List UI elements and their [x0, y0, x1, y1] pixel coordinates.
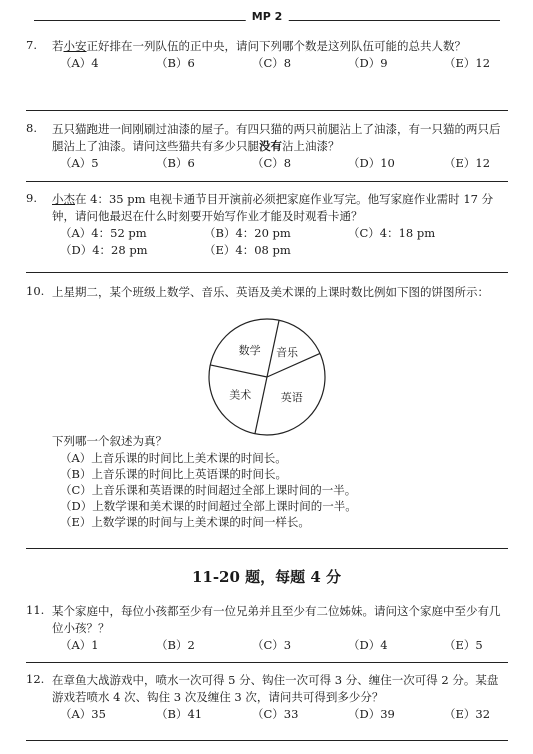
divider — [26, 272, 508, 273]
answer-options — [60, 706, 508, 723]
divider — [26, 740, 508, 741]
option-d[interactable]: （D）39 — [348, 707, 395, 721]
divider — [26, 662, 508, 663]
option-b[interactable]: （B）2 — [156, 638, 195, 652]
answer-options-row-1 — [60, 225, 508, 242]
question-number: 12. — [26, 672, 45, 686]
pie-slices — [209, 319, 325, 435]
question-9 — [26, 191, 508, 259]
divider — [26, 548, 508, 549]
question-number: 10. — [26, 284, 45, 298]
option-b[interactable]: （B）4：20 pm — [204, 226, 291, 240]
option-c[interactable]: （C）3 — [252, 638, 292, 652]
question-number: 9. — [26, 191, 37, 205]
option-e[interactable]: （E）32 — [444, 707, 491, 721]
answer-options — [60, 55, 508, 72]
statement-b[interactable]: （B）上音乐课的时间比上英语课的时间长。 — [60, 467, 287, 481]
question-text — [52, 121, 508, 155]
question-text-part: 正好排在一列队伍的正中央，请问下列哪个数是这列队伍可能的总共人数？ — [86, 39, 466, 53]
option-c[interactable]: （C）8 — [252, 56, 292, 70]
emphasis-text: 没有 — [259, 139, 282, 153]
question-number: 7. — [26, 38, 37, 52]
statement-a[interactable]: （A）上音乐课的时间比上美术课的时间长。 — [60, 451, 287, 465]
question-number: 8. — [26, 121, 37, 135]
option-a[interactable]: （A）5 — [60, 156, 99, 170]
option-d[interactable]: （D）4 — [348, 638, 388, 652]
option-b[interactable]: （B）41 — [156, 707, 203, 721]
option-a[interactable]: （A）35 — [60, 707, 106, 721]
option-b[interactable]: （B）6 — [156, 156, 195, 170]
question-text: 某个家庭中，每位小孩都至少有一位兄弟并且至少有二位姊妹。请问这个家庭中至少有几位小孩？？ — [52, 604, 501, 635]
answer-options — [60, 155, 508, 172]
statement-c[interactable]: （C）上音乐课和英语课的时间超过全部上课时间的一半。 — [60, 483, 357, 497]
option-a[interactable]: （A）4：52 pm — [60, 226, 147, 240]
question-7 — [26, 38, 508, 72]
divider — [26, 181, 508, 182]
page-header — [34, 8, 500, 28]
option-e[interactable]: （E）5 — [444, 638, 483, 652]
pie-label-2: 美术 — [229, 388, 252, 402]
option-c[interactable]: （C）8 — [252, 156, 292, 170]
option-e[interactable]: （E）12 — [444, 56, 491, 70]
page-label: MP 2 — [246, 10, 289, 23]
pie-label-1: 英语 — [280, 391, 303, 405]
pie-label-3: 数学 — [238, 344, 261, 358]
statement-prompt: 下列哪一个叙述为真？ — [52, 434, 167, 448]
statement-e[interactable]: （E）上数学课的时间与上美术课的时间一样长。 — [60, 515, 310, 529]
question-text — [52, 38, 508, 55]
question-12 — [26, 672, 508, 723]
statement-d[interactable]: （D）上数学课和美术课的时间超过全部上课时间的一半。 — [60, 499, 357, 513]
section-title: 11-20 题，每题 4 分 — [191, 568, 342, 586]
option-e[interactable]: （E）12 — [444, 156, 491, 170]
option-c[interactable]: （C）4：18 pm — [348, 226, 436, 240]
option-a[interactable]: （A）4 — [60, 56, 99, 70]
answer-options-row-2 — [60, 242, 508, 259]
option-a[interactable]: （A）1 — [60, 638, 99, 652]
option-d[interactable]: （D）9 — [348, 56, 388, 70]
divider — [26, 110, 508, 111]
option-c[interactable]: （C）33 — [252, 707, 299, 721]
question-text: 在章鱼大战游戏中，喷水一次可得 5 分、钩住一次可得 3 分、缠住一次可得 2 分。某盘游戏若喷水 4 次、钩住 3 次及缠住 3 次，请问共可得到多少分？ — [52, 673, 499, 704]
question-11 — [26, 603, 508, 654]
person-name: 小安 — [63, 39, 87, 53]
question-text: 上星期二，某个班级上数学、音乐、英语及美术课的上课时数比例如下图的饼图所示： — [52, 285, 489, 299]
question-number: 11. — [26, 603, 45, 617]
option-d[interactable]: （D）10 — [348, 156, 395, 170]
question-text-part: 五只猫跑进一间刚刷过油漆的屋子。有四只猫的两只前腿沾上了油漆，有一只猫的两只后腿沾上了油漆。请问这些猫共有多少只腿 — [52, 122, 501, 153]
answer-options — [60, 637, 508, 654]
question-10-statements — [26, 433, 508, 530]
pie-chart — [206, 316, 328, 438]
question-8 — [26, 121, 508, 172]
option-e[interactable]: （E）4：08 pm — [204, 243, 291, 257]
pie-label-0: 音乐 — [276, 346, 299, 360]
person-name: 小杰 — [52, 192, 75, 206]
question-text-part: 沾上油漆？ — [282, 139, 340, 153]
question-text-part: 在 4：35 pm 电视卡通节目开演前必须把家庭作业写完。他写家庭作业需时 17 分钟，请问他最迟在什么时刻要开始写作业才能及时观看卡通？ — [52, 192, 494, 223]
question-10 — [26, 284, 508, 301]
option-b[interactable]: （B）6 — [156, 56, 195, 70]
option-d[interactable]: （D）4：28 pm — [60, 243, 148, 257]
question-text-part: 若 — [52, 39, 64, 53]
question-text — [52, 191, 508, 225]
